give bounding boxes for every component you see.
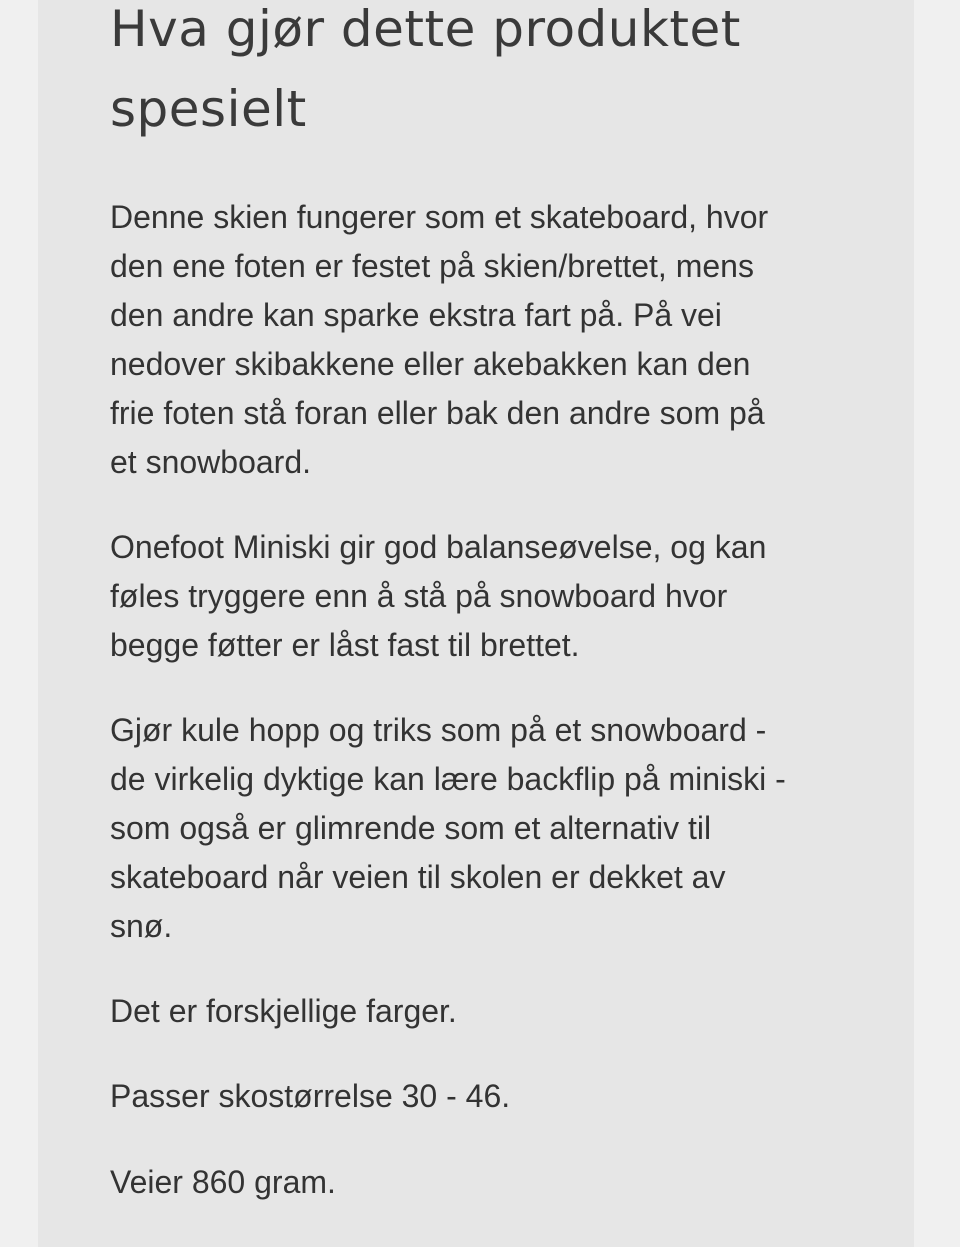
paragraph-line: skateboard når veien til skolen er dekket av <box>110 859 726 895</box>
heading-line: Hva gjør dette produktet <box>110 0 741 58</box>
paragraph-line: Denne skien fungerer som et skateboard, hvor <box>110 199 769 235</box>
tricks-paragraph <box>110 706 850 951</box>
product-description-content <box>110 0 850 1200</box>
paragraph-line: den ene foten er festet på skien/brettet, mens <box>110 248 754 284</box>
paragraph-line: den andre kan sparke ekstra fart på. På vei <box>110 297 722 333</box>
section-heading <box>110 0 850 149</box>
paragraph-line: frie foten stå foran eller bak den andre som på <box>110 395 765 431</box>
description-paragraph <box>110 193 850 487</box>
paragraph-line: begge føtter er låst fast til brettet. <box>110 627 580 663</box>
paragraph-line: nedover skibakkene eller akebakken kan den <box>110 346 751 382</box>
colors-paragraph: Det er forskjellige farger. <box>110 993 457 1029</box>
heading-line: spesielt <box>110 80 307 138</box>
paragraph-line: som også er glimrende som et alternativ til <box>110 810 712 846</box>
paragraph-line: snø. <box>110 908 173 944</box>
paragraph-line: Onefoot Miniski gir god balanseøvelse, og kan <box>110 529 767 565</box>
weight-paragraph: Veier 860 gram. <box>110 1164 336 1200</box>
paragraph-line: føles tryggere enn å stå på snowboard hvor <box>110 578 728 614</box>
paragraph-line: Gjør kule hopp og triks som på et snowboard - <box>110 712 767 748</box>
shoe-size-paragraph: Passer skostørrelse 30 - 46. <box>110 1078 511 1114</box>
paragraph-line: de virkelig dyktige kan lære backflip på miniski - <box>110 761 786 797</box>
balance-paragraph <box>110 523 850 670</box>
paragraph-line: et snowboard. <box>110 444 312 480</box>
